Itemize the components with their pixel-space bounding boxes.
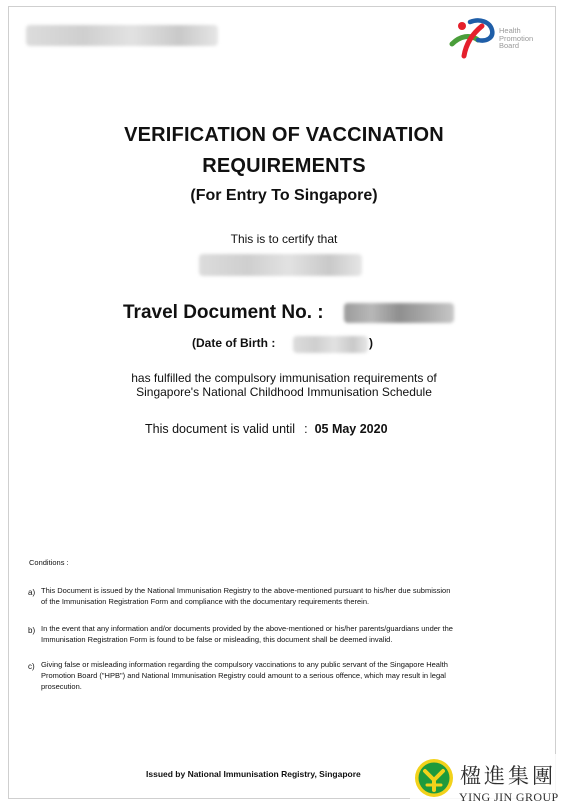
watermark-english-text: YING JIN GROUP — [459, 790, 559, 804]
validity-colon: : — [304, 422, 308, 436]
hpb-logo-icon — [448, 14, 498, 60]
redacted-travel-document-number — [344, 303, 454, 323]
certify-intro: This is to certify that — [230, 232, 338, 246]
redacted-date-of-birth — [293, 336, 368, 353]
condition-line: prosecution. — [41, 682, 82, 691]
fulfilled-line2: Singapore's National Childhood Immunisation Schedule — [136, 385, 432, 399]
condition-item-c — [28, 659, 540, 692]
watermark-chinese-text: 楹進集團 — [460, 764, 556, 788]
yingjin-logo-icon — [414, 758, 454, 798]
validity-label: This document is valid until — [145, 422, 296, 436]
document-title-line2: REQUIREMENTS — [202, 155, 366, 177]
condition-line: This Document is issued by the National Immunisation Registry to the above-mentioned pursuant to his/her due submission — [41, 586, 451, 595]
yingjin-watermark — [410, 754, 568, 811]
condition-letter: b) — [28, 626, 36, 635]
issued-by: Issued by National Immunisation Registry, Singapore — [146, 769, 361, 779]
validity-statement — [145, 422, 388, 436]
condition-line: of the Immunisation Registration Form and compliance with the documentary requirements therein. — [41, 597, 370, 606]
document-title-line1: VERIFICATION OF VACCINATION — [124, 124, 444, 146]
condition-line: Promotion Board ("HPB") and National Immunisation Registry could amount to a serious offence, which may result in legal — [41, 671, 446, 680]
condition-item-a — [28, 585, 540, 607]
hpb-logo-text: Health Promotion Board — [499, 26, 534, 50]
condition-line: Immunisation Registration Form is found to be false or misleading, this document shall be deemed invalid. — [41, 635, 393, 644]
validity-date: 05 May 2020 — [314, 422, 388, 436]
conditions-heading: Conditions : — [29, 558, 69, 567]
travel-document-label: Travel Document No. : — [123, 302, 324, 323]
condition-letter: c) — [28, 662, 35, 671]
redacted-header-text — [26, 25, 218, 46]
redacted-holder-name — [199, 254, 362, 276]
condition-item-b — [28, 623, 540, 645]
date-of-birth-close: ) — [369, 336, 373, 350]
document-subtitle: (For Entry To Singapore) — [190, 187, 378, 204]
condition-line: In the event that any information and/or documents provided by the above-mentioned or his/her parents/guardians under the — [41, 624, 453, 633]
hpb-logo — [448, 14, 552, 62]
condition-letter: a) — [28, 588, 36, 597]
condition-line: Giving false or misleading information regarding the compulsory vaccinations to any public servant of the Singapore Health — [41, 660, 448, 669]
date-of-birth-label: (Date of Birth : — [192, 336, 276, 350]
fulfilled-line1: has fulfilled the compulsory immunisation requirements of — [131, 371, 437, 385]
